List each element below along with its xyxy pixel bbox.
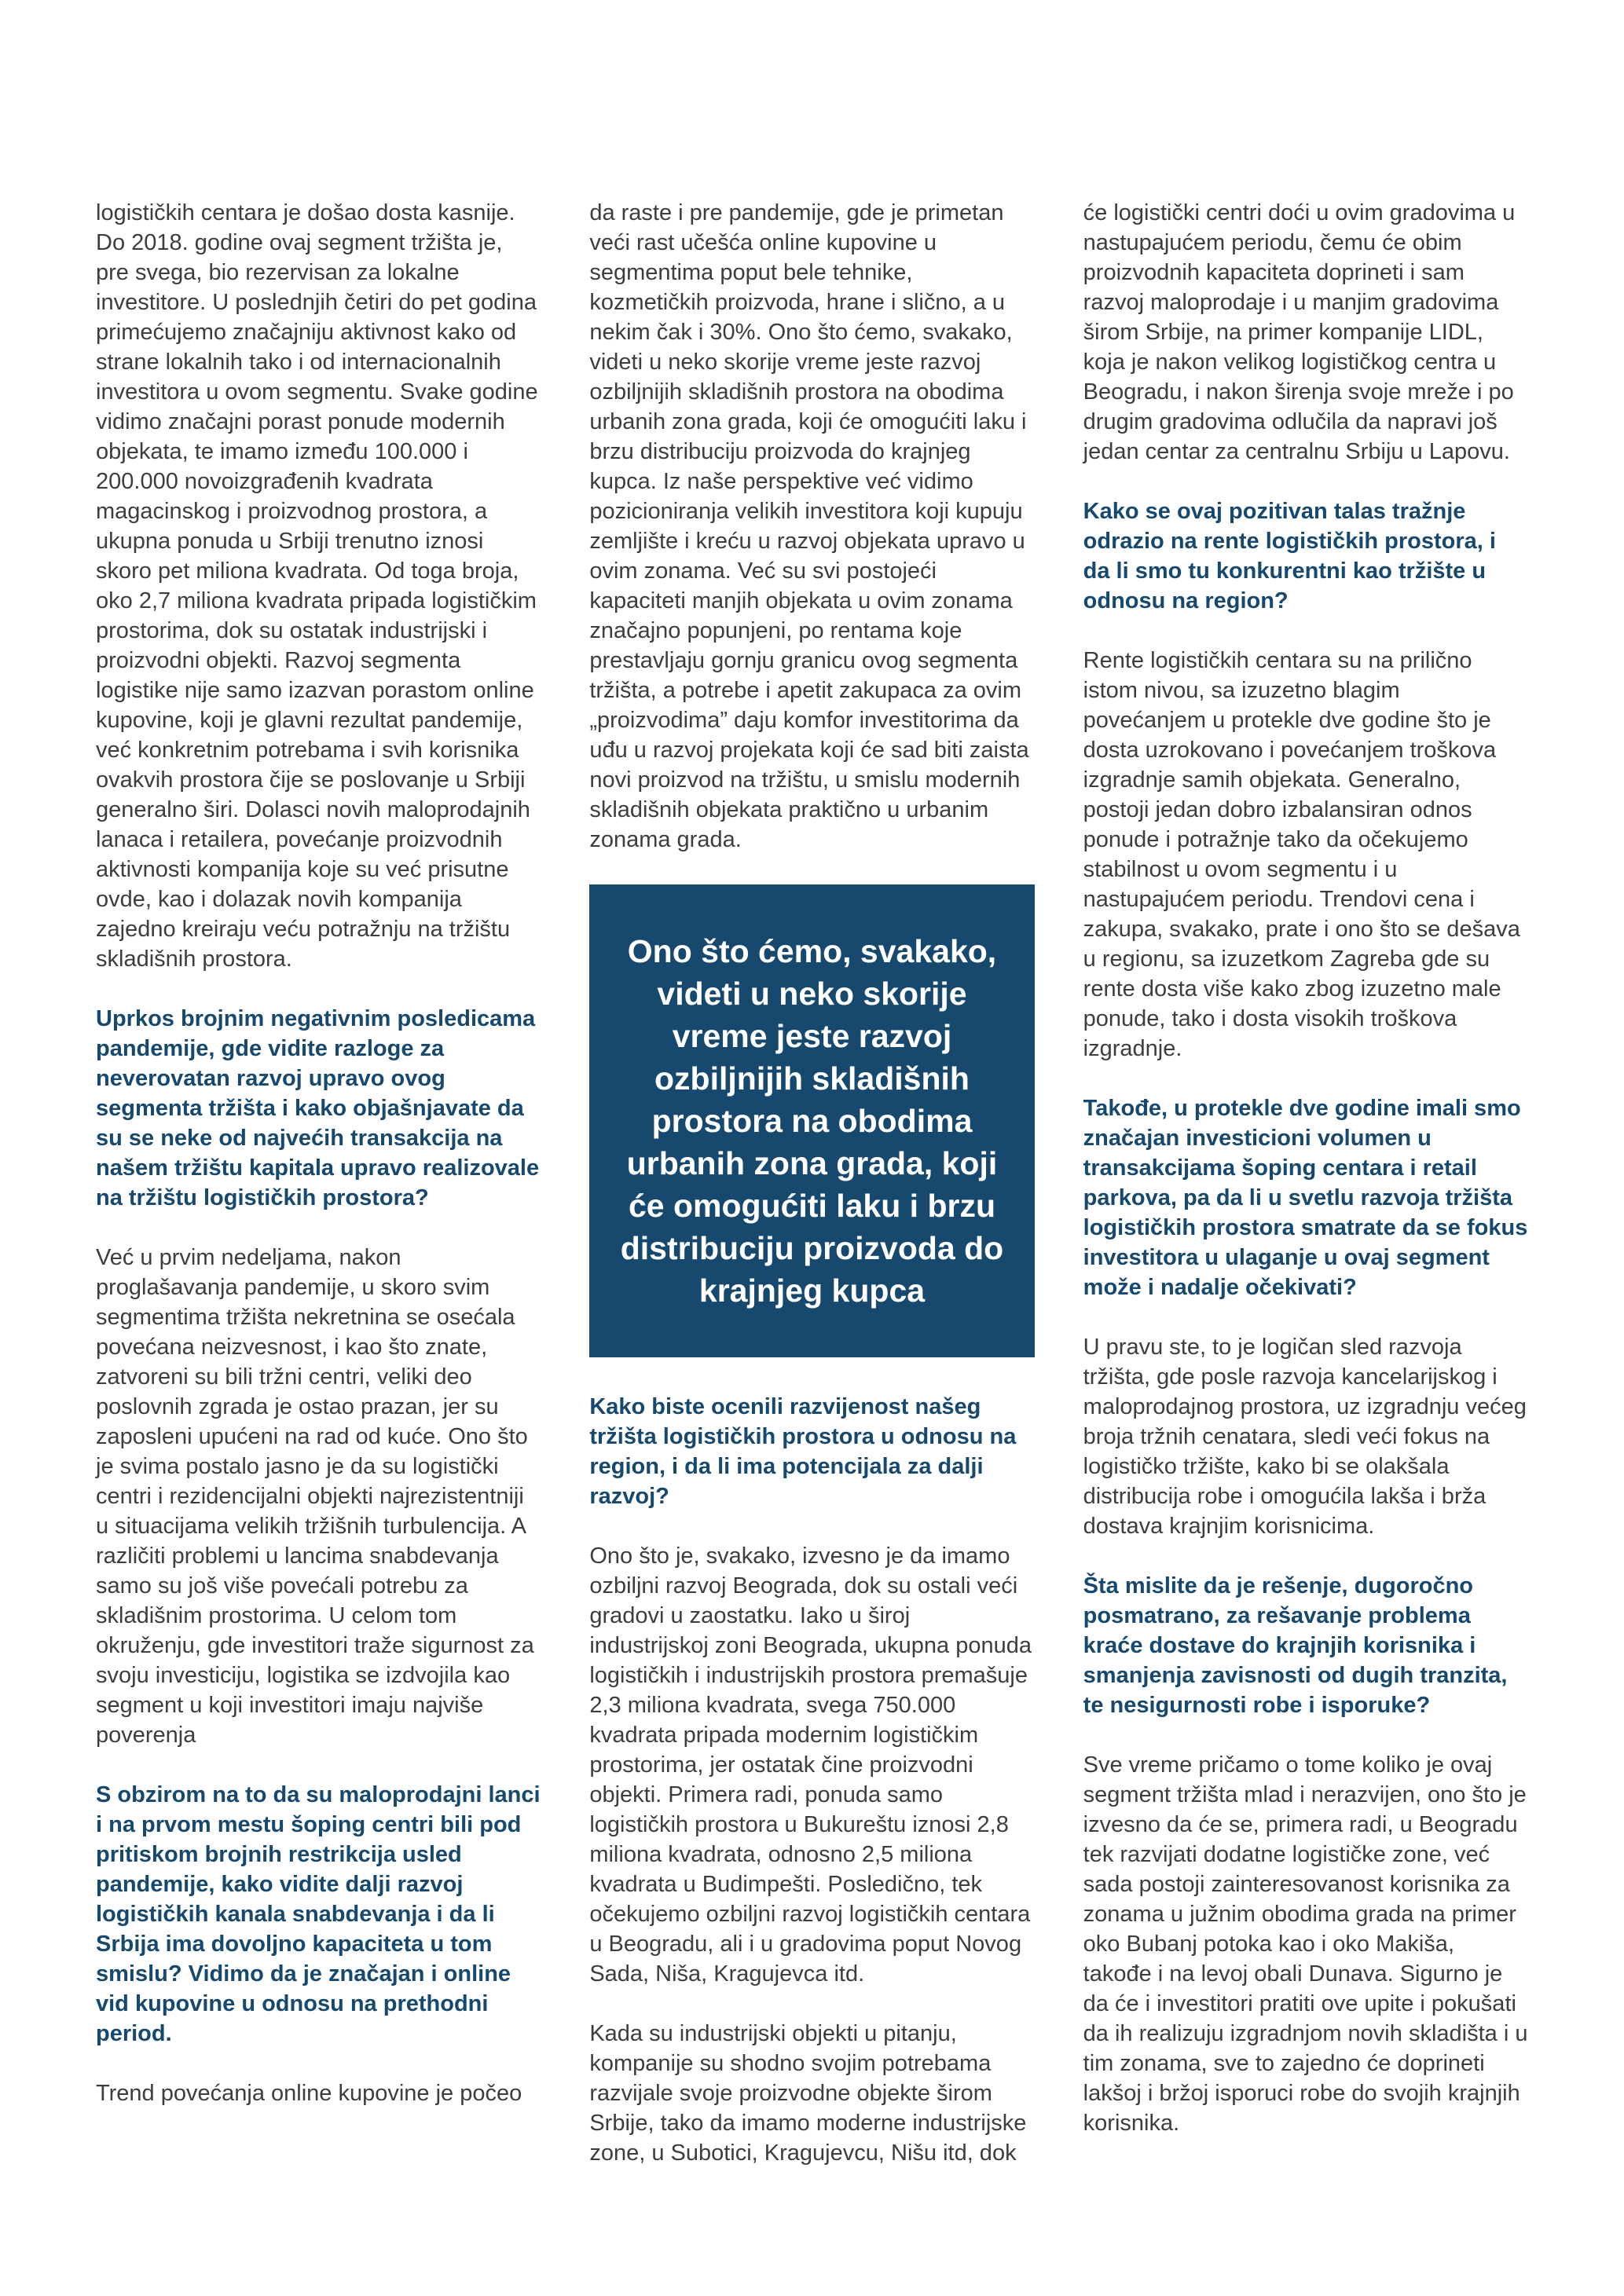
question-heading: Šta mislite da je rešenje, dugoročno posmatrano, za rešavanje problema kraće dostave do krajnjih korisnika i smanjenja zavisnosti od dugih tranzita, te nesigurnosti robe i isporuke?	[1083, 1573, 1508, 1718]
body-paragraph: logističkih centara je došao dosta kasnije. Do 2018. godine ovaj segment tržišta je, pre svega, bio rezervisan za lokalne investitore. U poslednjih četiri do pet godina primećujemo značajniju aktivnost kako od strane lokalnih tako i od internacionalnih investitora u ovom segmentu. Svake godine vidimo značajni porast ponude modernih objekata, te imamo između 100.000 i 200.000 novoizgrađenih kvadrata magacinskog i proizvodnog prostora, a ukupna ponuda u Srbiji trenutno iznosi skoro pet miliona kvadrata. Od toga broja, oko 2,7 miliona kvadrata pripada logističkim prostorima, dok su ostatak industrijski i proizvodni objekti. Razvoj segmenta logistike nije samo izazvan porastom online kupovine, koji je glavni rezultat pandemije, već konkretnim potrebama i svih korisnika ovakvih prostora čije se poslovanje u Srbiji generalno širi. Dolasci novih maloprodajnih lanaca i retailera, povećanje proizvodnih aktivnosti kompanija koje su već prisutne ovde, kao i dolazak novih kompanija zajedno kreiraju veću potražnju na tržištu skladišnih prostora.	[96, 200, 538, 972]
article-column-left	[96, 198, 541, 2198]
question-heading: Kako se ovaj pozitivan talas tražnje odrazio na rente logističkih prostora, i da li smo tu konkurentni kao tržište u odnosu na region?	[1083, 499, 1496, 613]
pull-quote-text: Ono što ćemo, svakako, videti u neko skorije vreme jeste razvoj ozbiljnijih skladišnih prostora na obodima urbanih zona grada, koji će omogućiti laku i brzu distribuciju proizvoda do krajnjeg kupca	[620, 933, 1004, 1309]
body-paragraph: Kada su industrijski objekti u pitanju, kompanije su shodno svojim potrebama razvijale svoje proizvodne objekte širom Srbije, tako da imamo moderne industrijske zone, u Subotici, Kragujevcu, Nišu itd, dok	[589, 2021, 1027, 2166]
question-heading: S obzirom na to da su maloprodajni lanci i na prvom mestu šoping centri bili pod pritiskom brojnih restrikcija usled pandemije, kako vidite dalji razvoj logističkih kanala snabdevanja i da li Srbija ima dovoljno kapaciteta u tom smislu? Vidimo da je značajan i online vid kupovine u odnosu na prethodni period.	[96, 1782, 541, 2046]
body-paragraph: Rente logističkih centara su na prilično istom nivou, sa izuzetno blagim povećanjem u protekle dve godine što je dosta uzrokovano i povećanjem troškova izgradnje samih objekata. Generalno, postoji jedan dobro izbalansiran odnos ponude i potražnje tako da očekujemo stabilnost u ovom segmentu i u nastupajućem periodu. Trendovi cena i zakupa, svakako, prate i ono što se dešava u regionu, sa izuzetkom Zagreba gde su rente dosta više kako zbog izuzetno male ponude, tako i dosta visokih troškova izgradnje.	[1083, 648, 1520, 1061]
body-paragraph: U pravu ste, to je logičan sled razvoja tržišta, gde posle razvoja kancelarijskog i maloprodajnog prostora, uz izgradnju većeg broja tržnih cenatara, sledi veći fokus na logističko tržište, kako bi se olakšala distribucija robe i omogućila lakša i brža dostava krajnjim korisnicima.	[1083, 1335, 1527, 1539]
body-paragraph: će logistički centri doći u ovim gradovima u nastupajućem periodu, čemu će obim proizvodnih kapaciteta doprineti i sam razvoj maloprodaje i u manjim gradovima širom Srbije, na primer kompanije LIDL, koja je nakon velikog logističkog centra u Beogradu, i nakon širenja svoje mreže i po drugim gradovima odlučila da napravi još jedan centar za centralnu Srbiju u Lapovu.	[1083, 200, 1516, 464]
article-column-middle	[589, 198, 1034, 2198]
body-paragraph: Sve vreme pričamo o tome koliko je ovaj segment tržišta mlad i nerazvijen, ono što je izvesno da će se, primera radi, u Beogradu tek razvijati dodatne logističke zone, već sada postoji zainteresovanost korisnika za zonama u južnim obodima grada na primer oko Bubanj potoka kao i oko Makiša, takođe i na levoj obali Dunava. Sigurno je da će i investitori pratiti ove upite i pokušati da ih realizuju izgradnjom novih skladišta i u tim zonama, sve to zajedno će doprineti lakšoj i bržoj isporuci robe do svojih krajnjih korisnika.	[1083, 1752, 1528, 2136]
question-heading: Kako biste ocenili razvijenost našeg tržišta logističkih prostora u odnosu na region, i da li ima potencijala za dalji razvoj?	[589, 1394, 1017, 1509]
body-paragraph: Već u prvim nedeljama, nakon proglašavanja pandemije, u skoro svim segmentima tržišta nekretnina se osećala povećana neizvesnost, i kao što znate, zatvoreni su bili tržni centri, veliki deo poslovnih zgrada je ostao prazan, jer su zaposleni upućeni na rad od kuće. Ono što je svima postalo jasno je da su logistički centri i rezidencijalni objekti najrezistentniji u situacijama velikih tržišnih turbulencija. A različiti problemi u lancima snabdevanja samo su još više povećali potrebu za skladišnim prostorima. U celom tom okruženju, gde investitori traže sigurnost za svoju investiciju, logistika se izdvojila kao segment u koji investitori imaju najviše poverenja	[96, 1245, 534, 1748]
question-heading: Takođe, u protekle dve godine imali smo značajan investicioni volumen u transakcijama šoping centara i retail parkova, pa da li u svetlu razvoja tržišta logističkih prostora smatrate da se fokus investitora u ulaganje u ovaj segment može i nadalje očekivati?	[1083, 1096, 1528, 1300]
article-column-right	[1083, 198, 1528, 2198]
pull-quote-box	[589, 884, 1034, 1357]
question-heading: Uprkos brojnim negativnim posledicama pandemije, gde vidite razloge za neverovatan razvoj upravo ovog segmenta tržišta i kako objašnjavate da su se neke od najvećih transakcija na našem tržištu kapitala upravo realizovale na tržištu logističkih prostora?	[96, 1006, 540, 1210]
body-paragraph: da raste i pre pandemije, gde je primetan veći rast učešća online kupovine u segmentima poput bele tehnike, kozmetičkih proizvoda, hrane i slično, a u nekim čak i 30%. Ono što ćemo, svakako, videti u neko skorije vreme jeste razvoj ozbiljnijih skladišnih prostora na obodima urbanih zona grada, koji će omogućiti laku i brzu distribuciju proizvoda do krajnjeg kupca. Iz naše perspektive već vidimo pozicioniranja velikih investitora koji kupuju zemljište i kreću u razvoj objekata upravo u ovim zonama. Već su svi postojeći kapaciteti manjih objekata u ovim zonama značajno popunjeni, po rentama koje prestavljaju gornju granicu ovog segmenta tržišta, a potrebe i apetit zakupaca za ovim „proizvodima” daju komfor investitorima da uđu u razvoj projekata koji će sad biti zaista novi proizvod na tržištu, u smislu modernih skladišnih objekata praktično u urbanim zonama grada.	[589, 200, 1029, 852]
article-content	[96, 198, 1528, 2198]
body-paragraph: Ono što je, svakako, izvesno je da imamo ozbiljni razvoj Beograda, dok su ostali veći gradovi u zaostatku. Iako u široj industrijskoj zoni Beograda, ukupna ponuda logističkih i industrijskih prostora premašuje 2,3 miliona kvadrata, svega 750.000 kvadrata pripada modernim logističkim prostorima, jer ostatak čine proizvodni objekti. Primera radi, ponuda samo logističkih prostora u Bukureštu iznosi 2,8 miliona kvadrata, odnosno 2,5 miliona kvadrata u Budimpešti. Posledično, tek očekujemo ozbiljni razvoj logističkih centara u Beogradu, ali i u gradovima poput Novog Sada, Niša, Kragujevca itd.	[589, 1543, 1032, 1987]
body-paragraph: Trend povećanja online kupovine je počeo	[96, 2081, 522, 2106]
